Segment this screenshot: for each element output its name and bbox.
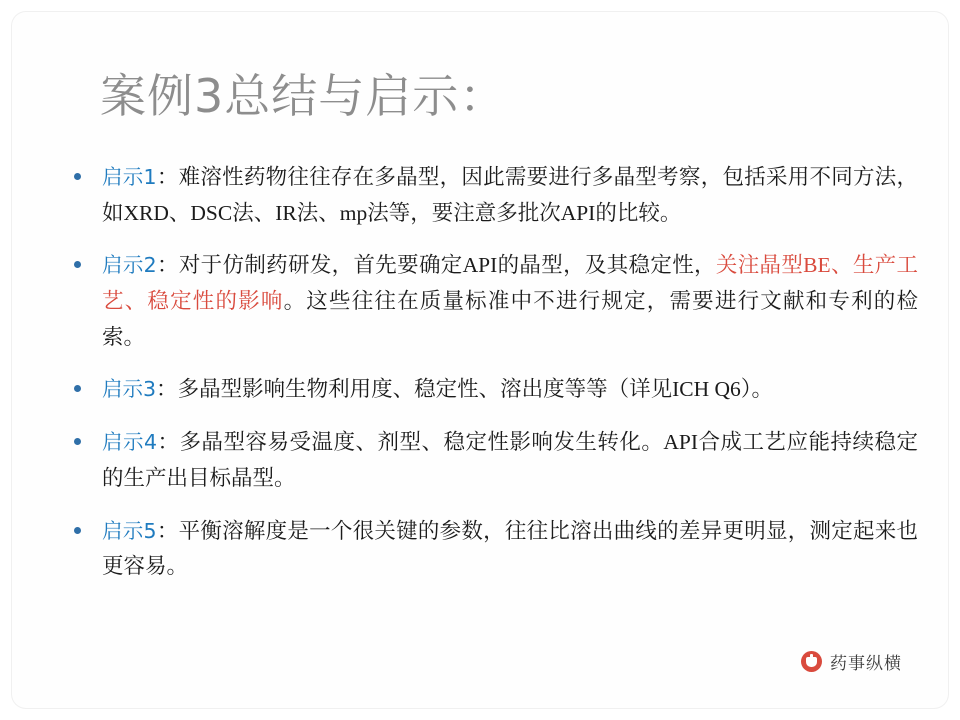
page-title: 案例3总结与启示： <box>100 69 507 123</box>
list-item <box>68 160 918 231</box>
list-item-text: 难溶性药物往往存在多晶型，因此需要进行多晶型考察，包括采用不同方法，如XRD、DSC法、IR法、mp法等，要注意多批次API的比较。 <box>102 165 918 225</box>
bullet-dot-icon <box>74 438 81 445</box>
list-item-colon: ： <box>156 518 179 543</box>
list-item-lead: 启示3 <box>102 377 157 402</box>
brand-label: 药事纵横 <box>830 654 902 674</box>
list-item-text: 多晶型影响生物利用度、稳定性、溶出度等等（详见ICH Q6）。 <box>177 377 773 402</box>
list-item-lead: 启示4 <box>102 430 158 455</box>
list-item-colon: ： <box>156 253 179 278</box>
bullet-dot-icon <box>74 385 81 392</box>
bullet-dot-icon <box>74 527 81 534</box>
list-item-colon: ： <box>157 430 180 455</box>
list-item-text: 多晶型容易受温度、剂型、稳定性影响发生转化。API合成工艺应能持续稳定的生产出目标晶型。 <box>102 430 918 490</box>
list-item-text: 对于仿制药研发，首先要确定API的晶型，及其稳定性， <box>178 253 716 278</box>
list-item <box>68 248 918 355</box>
list-item-highlight-text: 关注晶型BE、生产工艺、稳定性的影响 <box>102 253 918 314</box>
list-item-lead: 启示1 <box>102 165 157 189</box>
list-item-lead: 启示2 <box>102 253 157 278</box>
list-item-colon: ： <box>156 377 178 402</box>
footer-brand <box>801 649 902 674</box>
list-item-text: 平衡溶解度是一个很关键的参数，往往比溶出曲线的差异更明显，测定起来也更容易。 <box>102 518 918 579</box>
bullet-list <box>68 160 918 602</box>
list-item-colon: ： <box>156 165 179 189</box>
bullet-dot-icon <box>74 173 81 180</box>
list-item <box>68 372 918 408</box>
list-item-text: 。这些往往在质量标准中不进行规定，需要进行文献和专利的检索。 <box>102 289 918 349</box>
bullet-dot-icon <box>74 261 81 268</box>
list-item-lead: 启示5 <box>102 518 157 543</box>
wechat-official-account-icon <box>801 651 822 672</box>
list-item <box>68 425 918 496</box>
slide-card <box>12 12 948 708</box>
list-item <box>68 514 918 585</box>
